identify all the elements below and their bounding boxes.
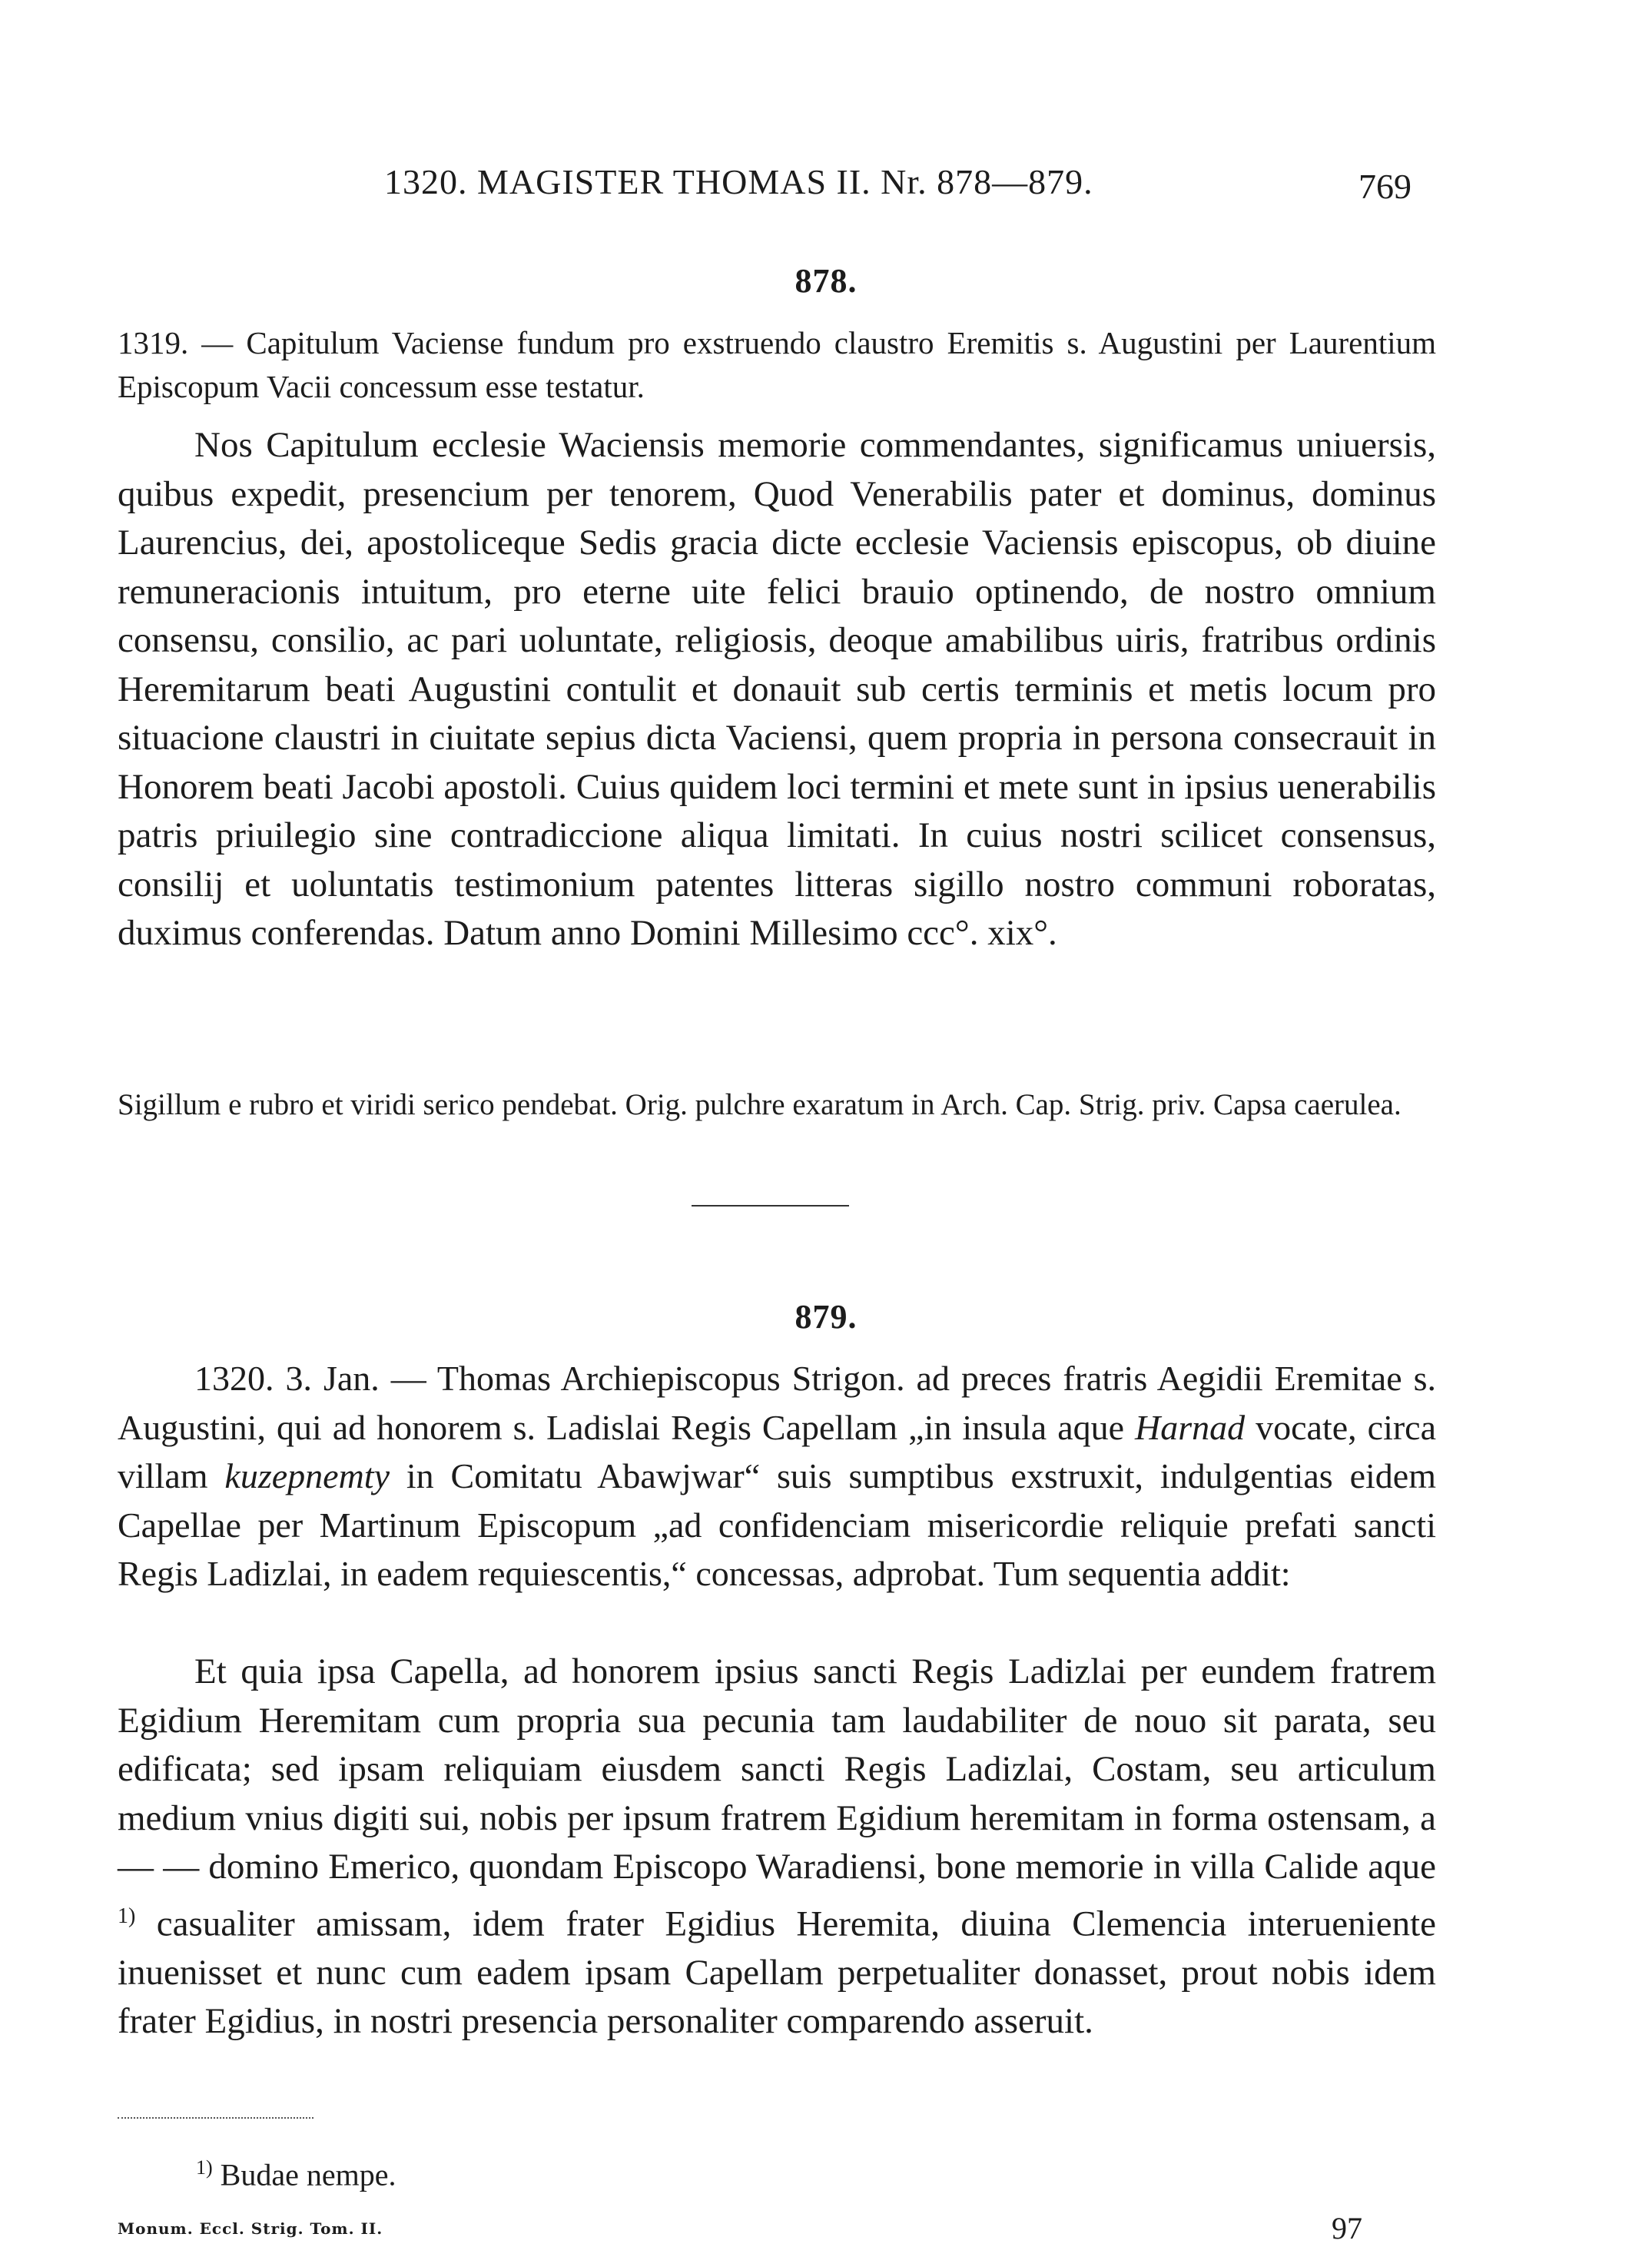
regest-879 [118, 1354, 1436, 1598]
charter-text-878 [118, 421, 1436, 958]
archival-note-878-text: Sigillum e rubro et viridi serico pendebat. Orig. pulchre exaratum in Arch. Cap. Strig. priv. Capsa caerulea. [118, 1088, 1402, 1121]
charter-text-878-body: Nos Capitulum ecclesie Waciensis memorie commendantes, significamus uniuersis, quibus expedit, presencium per tenorem, Quod Venerabilis pater et dominus, dominus Laurencius, dei, apostoliceque Sedis gracia dicte ecclesie Vaciensis episcopus, ob diuine remuneracionis intuitum, pro eterne uite felici brauio optinendo, de nostro omnium consensu, consilio, ac pari uoluntate, religiosis, deoque amabilibus uiris, fratribus ordinis Heremitarum beati Augustini contulit et donauit sub certis terminis et metis locum pro situacione claustri in ciuitate sepius dicta Vaciensi, quem propria in persona consecrauit in Honorem beati Jacobi apostoli. Cuius quidem loci termini et mete sunt in ipsius uenerabilis patris priuilegio sine contradiccione aliqua limitati. In cuius nostri scilicet consensus, consilij et uoluntatis testimonium patentes litteras sigillo nostro communi roboratas, duximus conferendas. Datum anno Domini Millesimo ccc°. xix°. [118, 425, 1436, 953]
place-name-kuzepnemty: kuzepnemty [224, 1456, 390, 1495]
document-number-878: 878. [794, 262, 858, 300]
regest-878-text: 1319. — Capitulum Vaciense fundum pro exstruendo claustro Eremitis s. Augustini per Laurentium Episcopum Vacii concessum esse testatur. [118, 325, 1436, 404]
regest-879-text [118, 1354, 1436, 1598]
footnote-reference: 1) [118, 1904, 136, 1928]
regest-879-mid: vocate, circa villam [118, 1407, 1437, 1495]
footnote [196, 2156, 396, 2192]
charter-text-879-body [118, 1648, 1436, 2046]
charter-text-879-end: casualiter amissam, idem frater Egidius Heremita, diuina Clemencia interueniente inuenisset et nunc cum eadem ipsam Capellam perpetualiter donasset, prout nobis idem frater Egidius, in nostri presencia personaliter comparendo asseruit. [118, 1904, 1436, 2042]
page-number-top: 769 [1358, 167, 1411, 206]
footnote-rule [118, 2117, 313, 2119]
charter-text-879 [118, 1648, 1436, 2046]
running-head: 1320. MAGISTER THOMAS II. Nr. 878—879. [384, 162, 1093, 201]
separator-rule [692, 1205, 849, 1207]
document-number-879: 879. [794, 1298, 858, 1336]
footnote-text: Budae nempe. [212, 2157, 396, 2192]
page-number-bottom: 97 [1332, 2211, 1362, 2245]
place-name-harnad: Harnad [1135, 1407, 1246, 1447]
signature-line: Monum. Eccl. Strig. Tom. II. [118, 2219, 383, 2238]
charter-text-879-start: Et quia ipsa Capella, ad honorem ipsius sancti Regis Ladizlai per eundem fratrem Egidium Heremitam cum propria sua pecunia tam laudabiliter de nouo sit parata, seu edificata; sed ipsam reliquiam eiusdem sancti Regis Ladizlai, Costam, seu articulum medium vnius digiti sui, nobis per ipsum fratrem Egidium heremitam in forma ostensam, a — — domino Emerico, quondam Episcopo Waradiensi, bone memorie in villa Calide aque [118, 1651, 1436, 1887]
regest-879-end: in Comitatu Abawjwar“ suis sumptibus exstruxit, indulgentias eidem Capellae per Martinum Episcopum „ad confidenciam misericordie reliquie prefati sancti Regis Ladizlai, in eadem requiescentis,“ concessas, adprobat. Tum sequentia addit: [118, 1456, 1436, 1593]
footnote-marker: 1) [196, 2156, 213, 2179]
regest-879-start: 1320. 3. Jan. — Thomas Archiepiscopus Strigon. ad preces fratris Aegidii Eremitae s. Augustini, qui ad honorem s. Ladislai Regis Capellam „in insula aque [118, 1359, 1436, 1447]
archival-note-878 [118, 1082, 1436, 1127]
regest-878 [118, 321, 1436, 409]
